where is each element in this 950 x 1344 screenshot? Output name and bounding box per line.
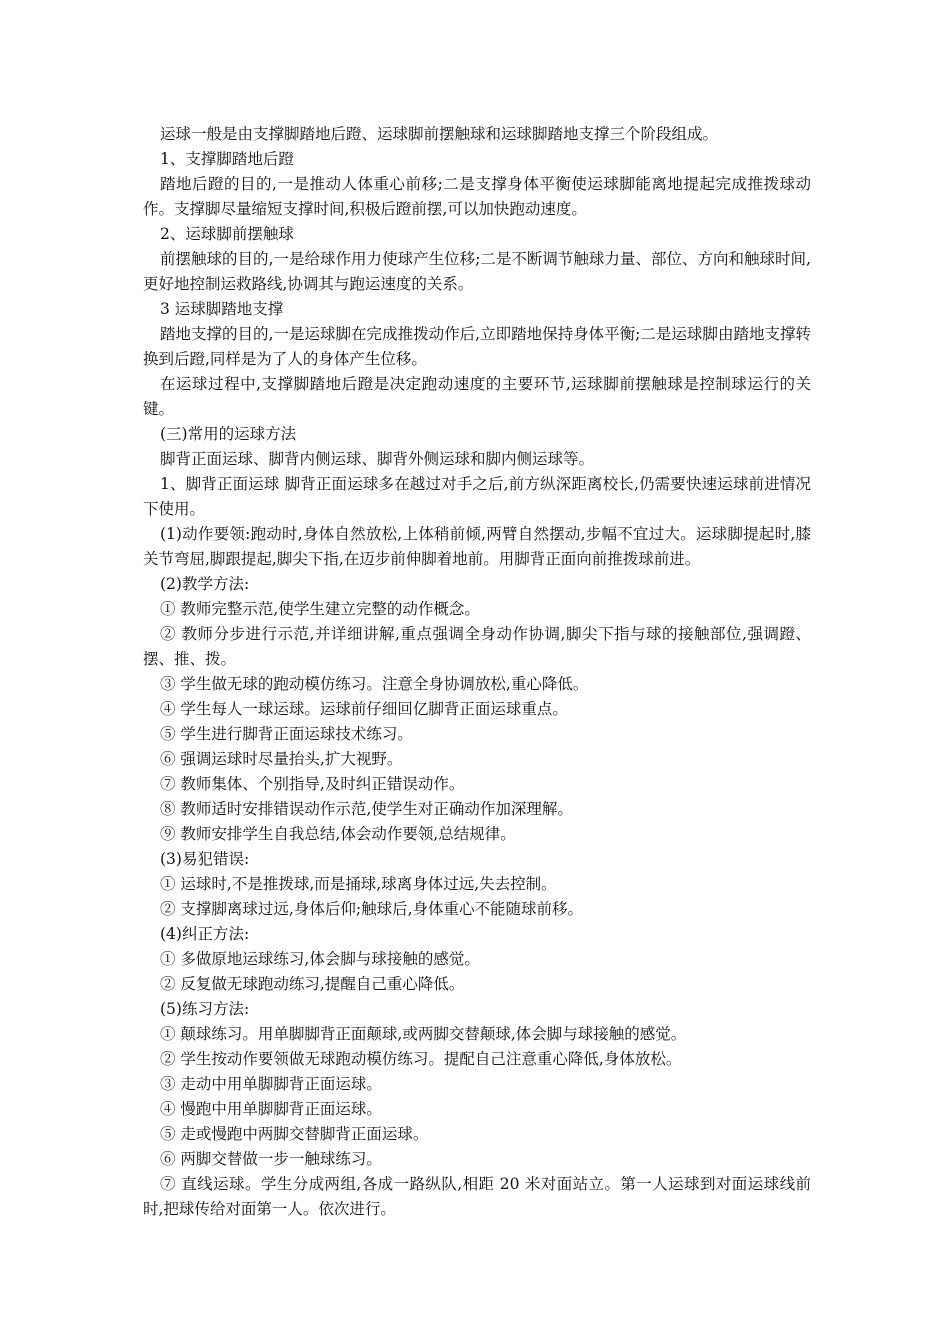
document-page <box>143 122 811 1222</box>
paragraph-key-links: 在运球过程中,支撑脚踏地后蹬是决定跑动速度的主要环节,运球脚前摆触球是控制球运行的关键。 <box>143 375 811 418</box>
paragraph-intro: 运球一般是由支撑脚踏地后蹬、运球脚前摆触球和运球脚踏地支撑三个阶段组成。 <box>160 125 719 143</box>
subheading-teaching-methods: (2)教学方法: <box>160 575 250 593</box>
list-item: ⑥ 两脚交替做一步一触球练习。 <box>160 1150 382 1168</box>
list-item: ⑦ 直线运球。学生分成两组,各成一路纵队,相距 20 米对面站立。第一人运球到对面运球线前时,把球传给对面第一人。依次进行。 <box>143 1175 811 1218</box>
section-heading-support-foot: 1、支撑脚踏地后蹬 <box>160 150 294 168</box>
list-item: ④ 慢跑中用单脚脚背正面运球。 <box>160 1100 382 1118</box>
list-item: ⑦ 教师集体、个别指导,及时纠正错误动作。 <box>160 775 465 793</box>
section-heading-common-methods: (三)常用的运球方法 <box>160 425 297 443</box>
list-item: ⑤ 学生进行脚背正面运球技术练习。 <box>160 725 413 743</box>
list-item: ③ 学生做无球的跑动模仿练习。注意全身协调放松,重心降低。 <box>160 675 589 693</box>
list-item: ⑧ 教师适时安排错误动作示范,使学生对正确动作加深理解。 <box>160 800 573 818</box>
list-item: ④ 学生每人一球运球。运球前仔细回亿脚背正面运球重点。 <box>160 700 568 718</box>
list-item: ② 支撑脚离球过远,身体后仰;触球后,身体重心不能随球前移。 <box>160 900 584 918</box>
list-item: ⑥ 强调运球时尽量抬头,扩大视野。 <box>160 750 403 768</box>
section-heading-dribble-foot-swing: 2、运球脚前摆触球 <box>160 225 294 243</box>
list-item: ① 教师完整示范,使学生建立完整的动作概念。 <box>160 600 480 618</box>
list-item: ① 颠球练习。用单脚脚背正面颠球,或两脚交替颠球,体会脚与球接触的感觉。 <box>160 1025 687 1043</box>
paragraph-support-foot: 踏地后蹬的目的,一是推动人体重心前移;二是支撑身体平衡使运球脚能离地提起完成推拨球动作。支撑脚尽量缩短支撑时间,积极后蹬前摆,可以加快跑动速度。 <box>143 175 811 218</box>
paragraph-method-list: 脚背正面运球、脚背内侧运球、脚背外侧运球和脚内侧运球等。 <box>160 450 595 468</box>
list-item: ⑤ 走或慢跑中两脚交替脚背正面运球。 <box>160 1125 429 1143</box>
subheading-correction-methods: (4)纠正方法: <box>160 925 250 943</box>
list-item: ① 多做原地运球练习,体会脚与球接触的感觉。 <box>160 950 480 968</box>
paragraph-dribble-foot-swing: 前摆触球的目的,一是给球作用力使球产生位移;二是不断调节触球力量、部位、方向和触球时间,更好地控制运救路线,协调其与跑运速度的关系。 <box>143 250 811 293</box>
list-item: ② 教师分步进行示范,并详细讲解,重点强调全身动作协调,脚尖下指与球的接触部位,强调蹬、摆、推、拨。 <box>143 625 811 668</box>
list-item: ② 反复做无球跑动练习,提醒自己重心降低。 <box>160 975 465 993</box>
subheading-practice-methods: (5)练习方法: <box>160 1000 250 1018</box>
list-item: ② 学生按动作要领做无球跑动模仿练习。提配自己注意重心降低,身体放松。 <box>160 1050 682 1068</box>
paragraph-action-essentials: (1)动作要领:跑动时,身体自然放松,上体稍前倾,两臂自然摆动,步幅不宜过大。运球脚提起时,膝关节弯屈,脚跟提起,脚尖下指,在迈步前伸脚着地前。用脚背正面向前推拨球前进。 <box>143 525 811 568</box>
list-item: ① 运球时,不是推拨球,而是捅球,球离身体过远,失去控制。 <box>160 875 557 893</box>
list-item: ③ 走动中用单脚脚背正面运球。 <box>160 1075 382 1093</box>
list-item: ⑨ 教师安排学生自我总结,体会动作要领,总结规律。 <box>160 825 516 843</box>
section-heading-dribble-foot-landing: 3 运球脚踏地支撑 <box>160 300 284 318</box>
paragraph-instep-dribble: 1、脚背正面运球 脚背正面运球多在越过对手之后,前方纵深距离校长,仍需要快速运球前进情况下使用。 <box>143 475 811 518</box>
subheading-common-errors: (3)易犯错误: <box>160 850 250 868</box>
paragraph-dribble-foot-landing: 踏地支撑的目的,一是运球脚在完成推拨动作后,立即踏地保持身体平衡;二是运球脚由踏地支撑转换到后蹬,同样是为了人的身体产生位移。 <box>143 325 811 368</box>
